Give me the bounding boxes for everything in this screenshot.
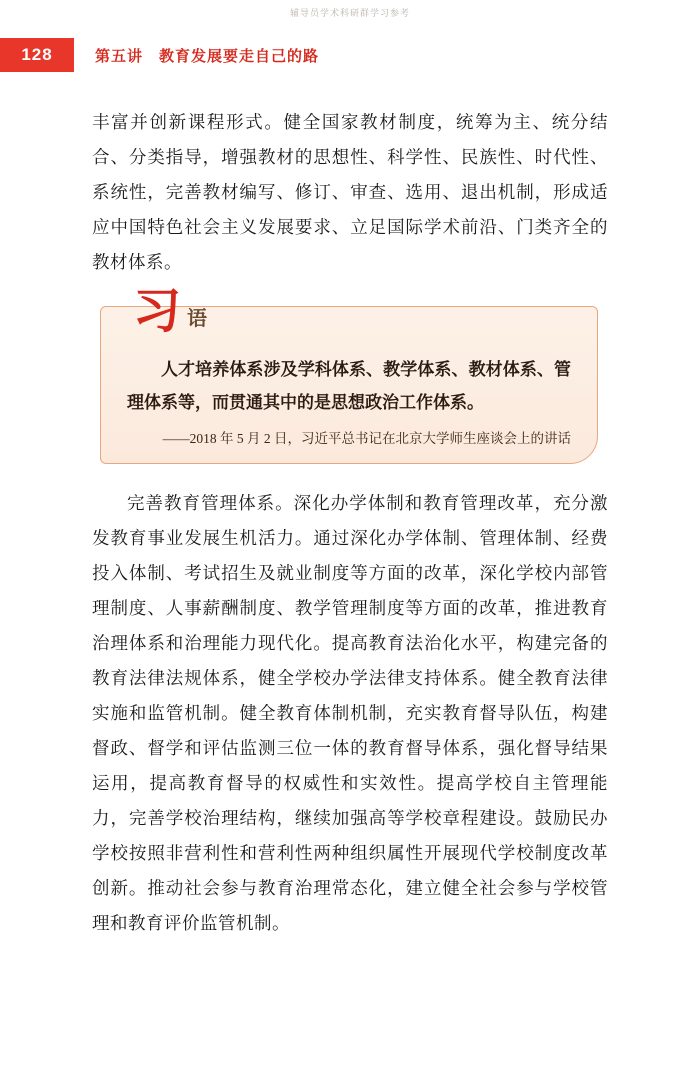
quote-text: 人才培养体系涉及学科体系、教学体系、教材体系、管理体系等，而贯通其中的是思想政治工作体系。 <box>127 360 571 412</box>
xi-yu-logo <box>133 285 208 338</box>
quote-callout-box <box>100 285 598 464</box>
yu-logo-character: 语 <box>187 308 208 330</box>
page-content <box>92 105 608 941</box>
quote-source: ——2018 年 5 月 2 日，习近平总书记在北京大学师生座谈会上的讲话 <box>162 431 571 446</box>
page-number-badge: 128 <box>0 38 74 72</box>
xi-logo-character: 习 <box>133 285 182 338</box>
page-header <box>0 38 700 72</box>
body-paragraph-2: 完善教育管理体系。深化办学体制和教育管理改革，充分激发教育事业发展生机活力。通过深化办学体制、管理体制、经费投入体制、考试招生及就业制度等方面的改革，深化学校内部管理制度、人事薪酬制度、教学管理制度等方面的改革，推进教育治理体系和治理能力现代化。提高教育法治化水平，构建完备的教育法律法规体系，健全学校办学法律支持体系。健全教育法律实施和监管机制。健全教育体制机制，充实教育督导队伍，构建督政、督学和评估监测三位一体的教育督导体系，强化督导结果运用，提高教育督导的权威性和实效性。提高学校自主管理能力，完善学校治理结构，继续加强高等学校章程建设。鼓励民办学校按照非营利性和营利性两种组织属性开展现代学校制度改革创新。推动社会参与教育治理常态化，建立健全社会参与学校管理和教育评价监管机制。 <box>92 493 608 933</box>
chapter-title: 第五讲 教育发展要走自己的路 <box>95 48 320 65</box>
body-paragraph-1: 丰富并创新课程形式。健全国家教材制度，统筹为主、统分结合、分类指导，增强教材的思想性、科学性、民族性、时代性、系统性，完善教材编写、修订、审查、选用、退出机制，形成适应中国特色社会主义发展要求、立足国际学术前沿、门类齐全的教材体系。 <box>92 112 608 272</box>
running-head: 辅导员学术科研群学习参考 <box>289 8 410 18</box>
